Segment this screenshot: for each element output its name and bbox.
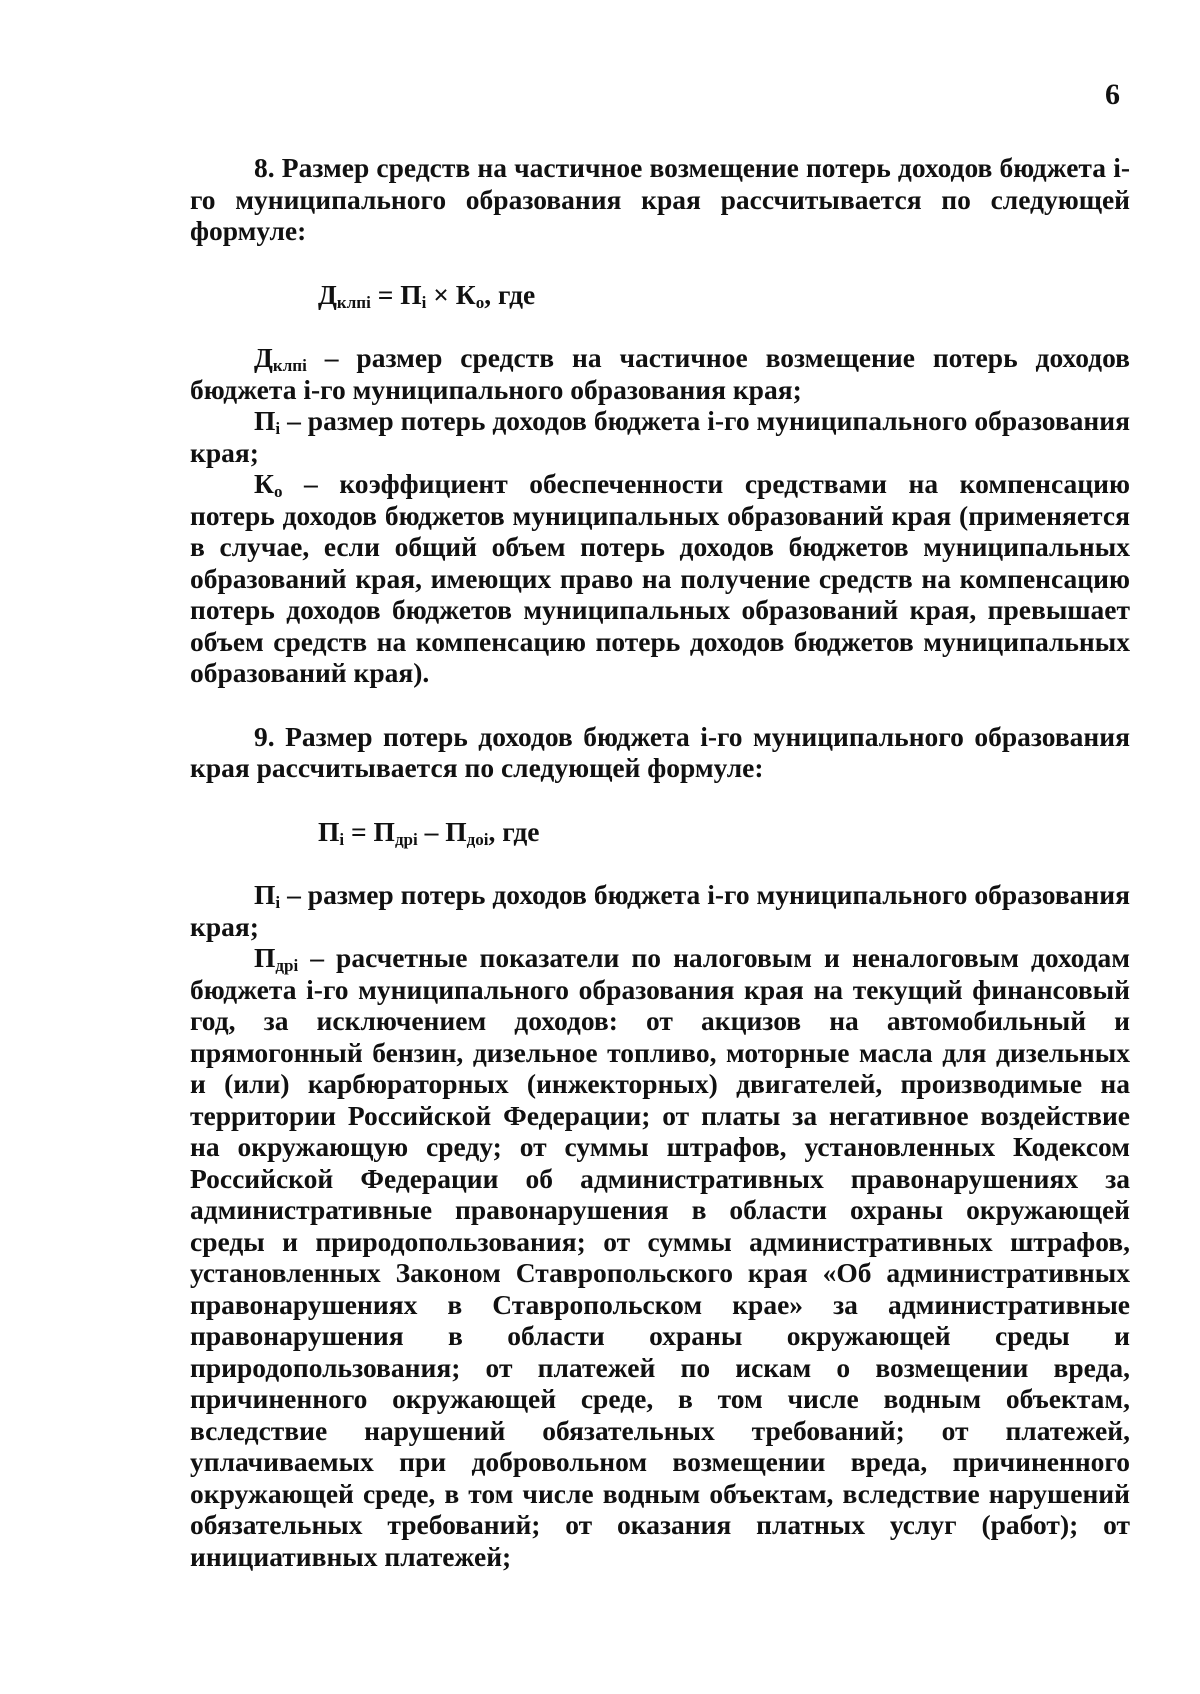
definition-p-i [190,405,1130,468]
definition-symbol: К [254,468,274,499]
formula-subscript: дрi [394,829,418,849]
formula-p-i [190,816,1130,848]
formula-symbol: = П [370,278,422,310]
formula-symbol: П [318,815,340,847]
definition-subscript: о [273,481,283,501]
definition-text: – размер потерь доходов бюджета i-го муниципального образования края; [190,879,1130,942]
formula-subscript: доi [466,829,489,849]
definition-d-klp [190,342,1130,405]
section-8-intro: 8. Размер средств на частичное возмещение потерь доходов бюджета i-го муниципального образования края рассчитывается по следующей формуле: [190,152,1130,246]
formula-symbol: – П [417,815,467,847]
definition-subscript: i [275,892,281,912]
definition-text: – расчетные показатели по налоговым и неналоговым доходам бюджета i-го муниципального образования края на текущий финансовый год, за исключением доходов: от акцизов на автомобильный и прямогонный бензин, дизельное топливо, моторные масла для дизельных и (или) карбюраторных (инжекторных) двигателей, производимые на территории Российской Федерации; от платы за негативное воздействие на окружающую среду; от суммы штрафов, установленных Кодексом Российской Федерации об административных правонарушениях за административные правонарушения в области охраны окружающей среды и природопользования; от суммы административных штрафов, установленных Законом Ставропольского края «Об административных правонарушениях в Ставропольском крае» за административные правонарушения в области охраны окружающей среды и природопользования; от платежей по искам о возмещении вреда, причиненного окружающей среде, в том числе водным объектам, вследствие нарушений обязательных требований; от платежей, уплачиваемых при добровольном возмещении вреда, причиненного окружающей среде, в том числе водным объектам, вследствие нарушений обязательных требований; от оказания платных услуг (работ); от инициативных платежей; [190,942,1130,1572]
formula-subscript: i [339,829,345,849]
formula-symbol: Д [318,278,337,310]
formula-tail: , где [488,815,540,847]
page-number: 6 [1105,78,1120,111]
document-body [190,152,1130,1572]
definition-subscript: клпi [272,355,307,375]
definition-subscript: i [275,418,281,438]
definition-k-o [190,468,1130,689]
definition-symbol: П [254,942,276,973]
formula-symbol: × К [426,278,476,310]
definition-p-dr [190,942,1130,1572]
definition-text: – коэффициент обеспеченности средствами на компенсацию потерь доходов бюджетов муниципальных образований края (применяется в случае, если общий объем потерь доходов бюджетов муниципальных образований края, имеющих право на получение средств на компенсацию потерь доходов бюджетов муниципальных образований края, превышает объем средств на компенсацию потерь доходов бюджетов муниципальных образований края). [190,468,1130,688]
definition-symbol: П [254,879,276,910]
formula-symbol: = П [344,815,395,847]
formula-subscript: клпi [336,292,371,312]
definition-symbol: Д [254,342,273,373]
definition-text: – размер потерь доходов бюджета i-го муниципального образования края; [190,405,1130,468]
formula-tail: , где [484,278,536,310]
definition-symbol: П [254,405,276,436]
definition-text: – размер средств на частичное возмещение потерь доходов бюджета i-го муниципального образования края; [190,342,1130,405]
definition-p-i-2 [190,879,1130,942]
section-9-intro: 9. Размер потерь доходов бюджета i-го муниципального образования края рассчитывается по следующей формуле: [190,720,1130,783]
definition-subscript: дрi [275,955,299,975]
formula-subscript: i [421,292,427,312]
formula-d-klp [190,279,1130,311]
formula-subscript: о [475,292,485,312]
